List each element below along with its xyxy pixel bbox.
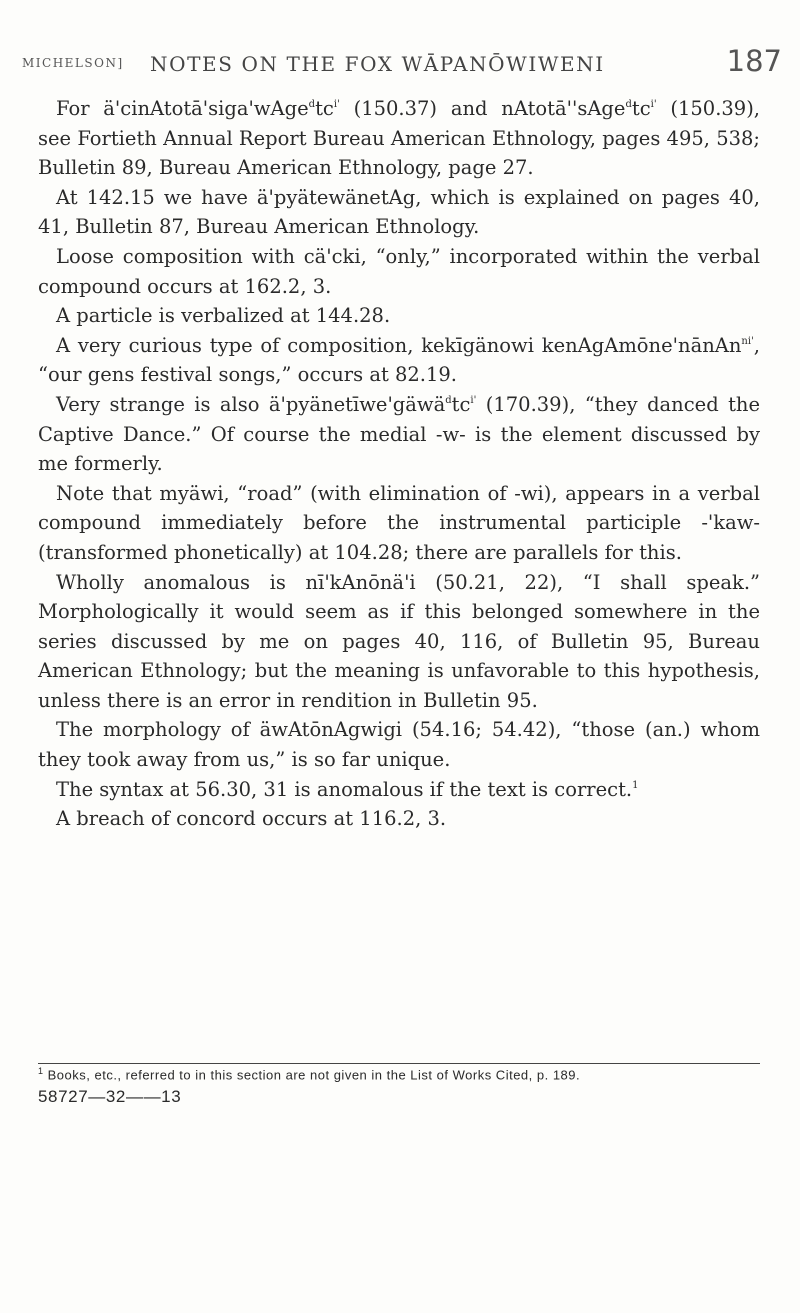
paragraph-8: Wholly anomalous is nī'kAnōnä'i (50.21, 22), “I shall speak.” Morphologically it would seem as if this belonged somewhere in the series discussed by me on pages 40, 116, of Bulletin 95, Bureau American Ethnology; but the meaning is unfavorable to this hypothesis, unless there is an error in rendition in Bulletin 95. xyxy=(38,570,760,712)
printer-signature: 58727—32——13 xyxy=(38,1087,182,1106)
header-title: NOTES ON THE FOX WĀPANŌWIWENI xyxy=(150,52,605,76)
paragraph-9: The morphology of äwAtōnAgwigi (54.16; 54.42), “those (an.) whom they took away from us,” is so far unique. xyxy=(38,718,760,772)
page-number: 187 xyxy=(726,44,782,78)
footnote-marker: 1 xyxy=(38,1066,44,1076)
header-author: MICHELSON] xyxy=(22,56,124,70)
footnote-reference: 1 xyxy=(632,779,639,791)
paragraph-4: A particle is verbalized at 144.28. xyxy=(56,304,391,328)
footnote-divider xyxy=(38,1063,760,1064)
paragraph-6: Very strange is also $ä'pyänetīwe'gäwä^dtc^{i'}$ (170.39), “they danced the Captive Dance.” Of course the medial -w- is the element discussed by me formerly. xyxy=(38,392,760,476)
paragraph-1: For $ä'cinAtotā'siga'wAge^dtc^{i'}$ (150.37) and $nAtotā''sAge^dtc^{i'}$ (150.39), see Fortieth Annual Report Bureau American Ethnology, pages 495, 538; Bulletin 89, Bureau American Ethnology, page 27. xyxy=(38,97,761,180)
body-text xyxy=(38,94,760,834)
paragraph-5: A very curious type of composition, kekīgänowi kenAgAmōne'nānAn$^{ni'}$, “our gens festival songs,” occurs at 82.19. xyxy=(38,333,760,387)
paragraph-2: At 142.15 we have ä'pyätewänetAg, which is explained on pages 40, 41, Bulletin 87, Bureau American Ethnology. xyxy=(38,185,760,239)
paragraph-10: The syntax at 56.30, 31 is anomalous if the text is correct.$^1$ xyxy=(56,777,639,801)
paragraph-11: A breach of concord occurs at 116.2, 3. xyxy=(56,807,447,831)
running-header xyxy=(22,44,782,84)
footnote-text: Books, etc., referred to in this section are not given in the List of Works Cited, p. 189. xyxy=(43,1067,581,1083)
paragraph-3: Loose composition with cä'cki, “only,” incorporated within the verbal compound occurs at 162.2, 3. xyxy=(38,244,760,298)
paragraph-7: Note that myäwi, “road” (with elimination of -wi), appears in a verbal compound immediately before the instrumental participle -'kaw- (transformed phonetically) at 104.28; there are parallels for this. xyxy=(38,481,760,564)
footnote xyxy=(38,1066,778,1082)
